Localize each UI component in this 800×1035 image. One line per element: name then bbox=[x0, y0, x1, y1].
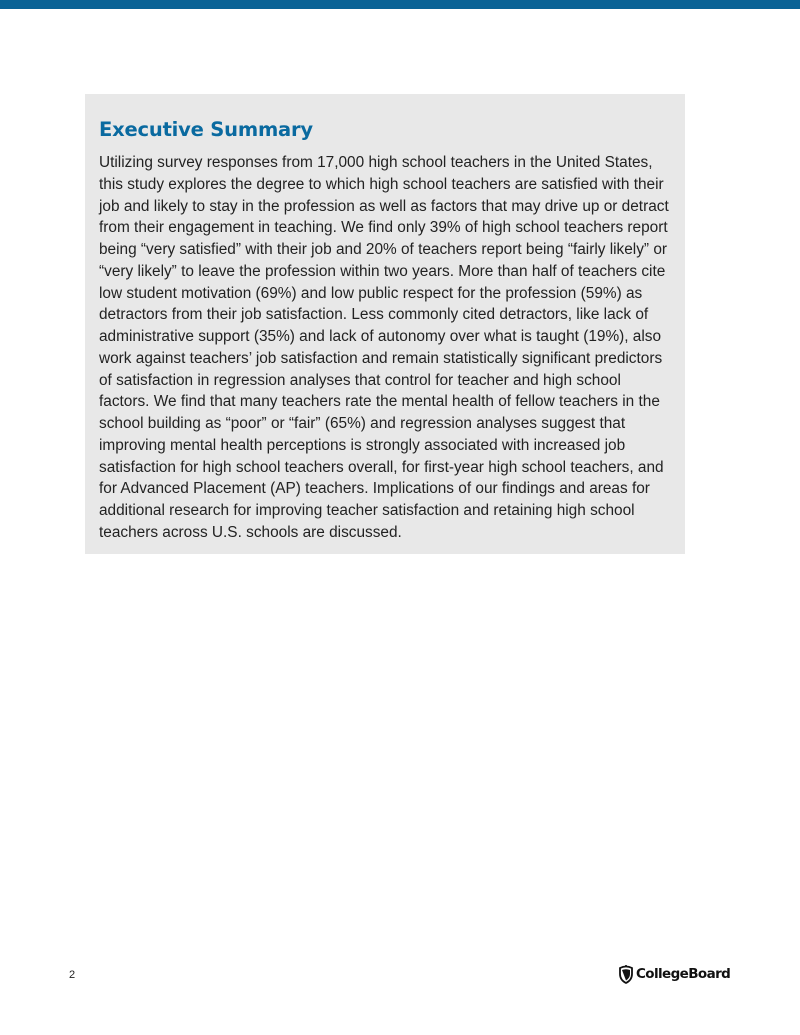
executive-summary-body: Utilizing survey responses from 17,000 high school teachers in the United States, this study explores the degree to which high school teachers are satisfied with their job and likely to stay in the profession as well as factors that may drive up or detract from their engagement in teaching. We find only 39% of high school teachers report being “very satisfied” with their job and 20% of teachers report being “fairly likely” or “very likely” to leave the profession within two years. More than half of teachers cite low student motivation (69%) and low public respect for the profession (59%) as detractors from their job satisfaction. Less commonly cited detractors, like lack of administrative support (35%) and lack of autonomy over what is taught (19%), also work against teachers’ job satisfaction and remain statistically significant predictors of satisfaction in regression analyses that control for teacher and high school factors. We find that many teachers rate the mental health of fellow teachers in the school building as “poor” or “fair” (65%) and regression analyses suggest that improving mental health perceptions is strongly associated with increased job satisfaction for high school teachers overall, for first-year high school teachers, and for Advanced Placement (AP) teachers. Implications of our findings and areas for additional research for improving teacher satisfaction and retaining high school teachers across U.S. schools are discussed. bbox=[99, 154, 669, 541]
top-accent-bar bbox=[0, 0, 800, 9]
collegeboard-logo bbox=[618, 963, 730, 985]
executive-summary-box bbox=[85, 94, 685, 554]
page-number: 2 bbox=[69, 969, 76, 981]
executive-summary-title: Executive Summary bbox=[99, 118, 313, 141]
collegeboard-logo-text: CollegeBoard bbox=[636, 966, 731, 982]
acorn-shield-icon bbox=[618, 964, 634, 984]
